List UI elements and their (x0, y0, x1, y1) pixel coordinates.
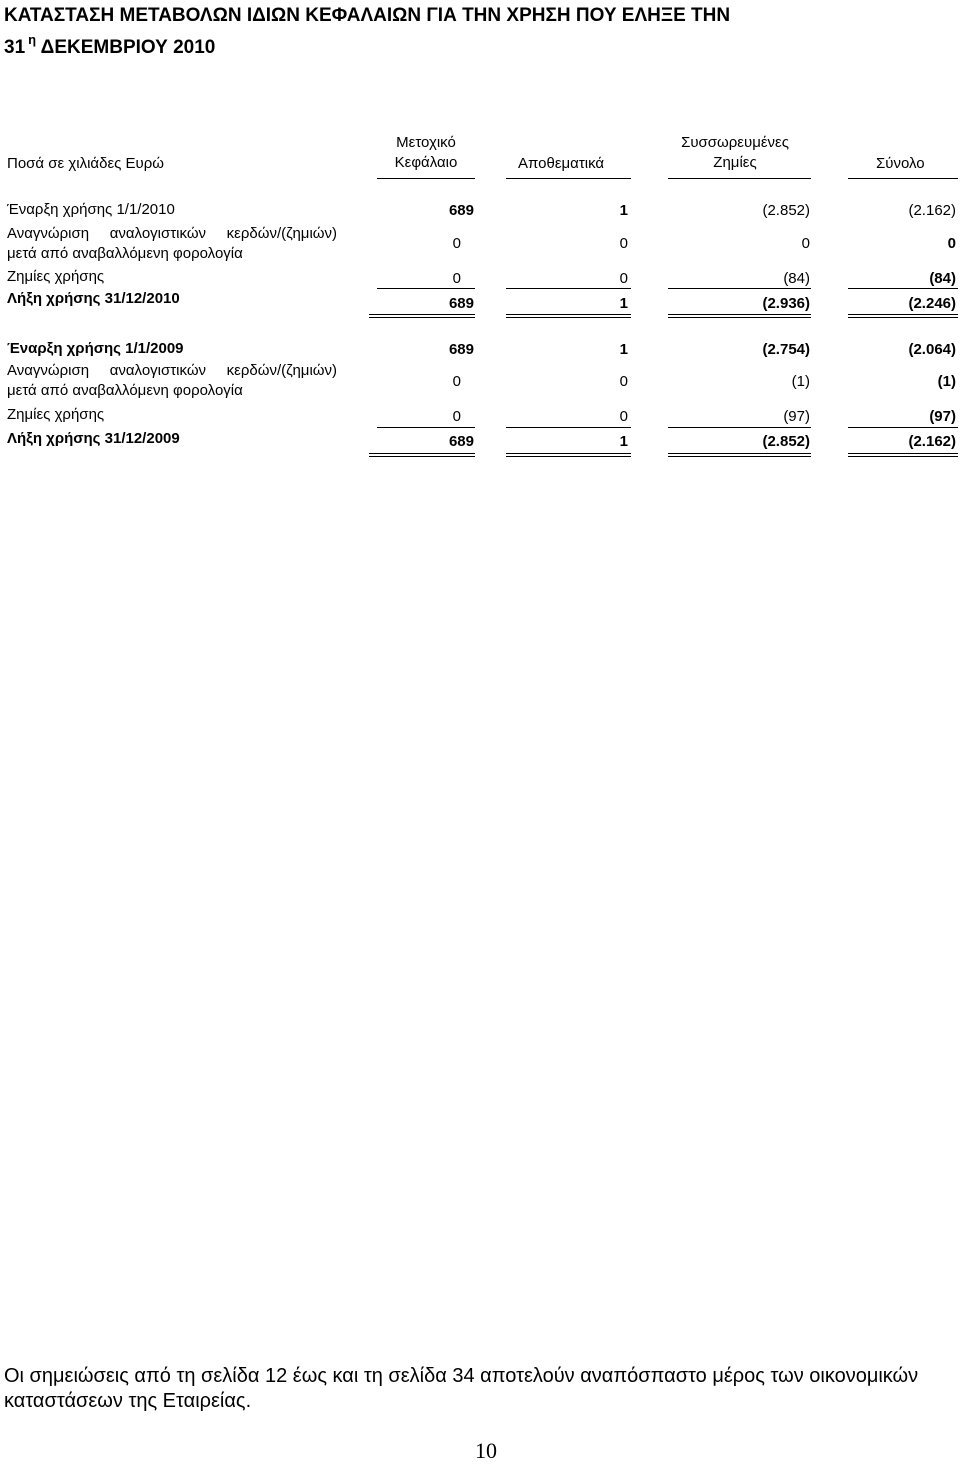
cell-capital: 0 (452, 235, 461, 252)
cell-losses: (84) (783, 270, 810, 287)
header-share-capital (385, 133, 467, 173)
cell-total: (2.246) (908, 295, 956, 312)
cell-capital: 689 (448, 341, 474, 358)
total-double-rule (506, 453, 631, 457)
header-losses-line1: Συσσωρευμένες (681, 134, 789, 151)
subtotal-rule (668, 427, 811, 428)
header-losses-line2: Ζημίες (713, 154, 757, 171)
title-line-2 (4, 28, 959, 60)
total-double-rule (848, 314, 958, 318)
header-rule-capital (377, 178, 475, 179)
row-label-line1: Αναγνώριση αναλογιστικών κερδών/(ζημιών) (7, 225, 337, 242)
cell-reserves: 0 (619, 235, 628, 252)
cell-capital: 0 (452, 408, 461, 425)
subtotal-rule (506, 288, 631, 289)
cell-reserves: 0 (619, 373, 628, 390)
header-rule-losses (668, 178, 811, 179)
cell-losses: (2.936) (762, 295, 810, 312)
row-label: Έναρξη χρήσης 1/1/2010 (7, 201, 175, 218)
cell-capital: 689 (448, 433, 474, 450)
row-label: Ζημίες χρήσης (7, 268, 105, 285)
header-rule-reserves (506, 178, 631, 179)
cell-total: 0 (947, 235, 956, 252)
cell-total: (1) (937, 373, 956, 390)
subtotal-rule (377, 427, 475, 428)
cell-capital: 0 (452, 373, 461, 390)
title-line-1: ΚΑΤΑΣΤΑΣΗ ΜΕΤΑΒΟΛΩΝ ΙΔΙΩΝ ΚΕΦΑΛΑΙΩΝ ΓΙΑ ΤΗΝ ΧΡΗΣΗ ΠΟΥ ΕΛΗΞΕ ΤΗΝ (4, 5, 731, 26)
cell-losses: (2.852) (762, 202, 810, 219)
cell-reserves: 1 (619, 202, 628, 219)
subtotal-rule (848, 288, 958, 289)
row-label: Λήξη χρήσης 31/12/2010 (7, 290, 180, 307)
cell-reserves: 0 (619, 408, 628, 425)
subtotal-rule (506, 427, 631, 428)
subtotal-rule (377, 288, 475, 289)
row-label-line2: μετά από αναβαλλόμενη φορολογία (7, 245, 243, 262)
cell-reserves: 1 (619, 295, 628, 312)
cell-losses: (97) (783, 408, 810, 425)
row-label (7, 224, 337, 264)
cell-capital: 0 (452, 270, 461, 287)
cell-losses: (2.754) (762, 341, 810, 358)
total-double-rule (506, 314, 631, 318)
cell-total: (84) (929, 270, 956, 287)
total-double-rule (668, 453, 811, 457)
header-losses (665, 133, 805, 173)
amounts-label: Ποσά σε χιλιάδες Ευρώ (7, 155, 164, 172)
header-share-capital-line2: Κεφάλαιο (394, 154, 458, 171)
cell-losses: (1) (791, 373, 810, 390)
cell-capital: 689 (448, 295, 474, 312)
row-label-line1: Αναγνώριση αναλογιστικών κερδών/(ζημιών) (7, 362, 337, 379)
header-share-capital-line1: Μετοχικό (396, 134, 456, 151)
page-number: 10 (475, 1438, 497, 1463)
cell-losses: (2.852) (762, 433, 810, 450)
notes-footer: Οι σημειώσεις από τη σελίδα 12 έως και τη σελίδα 34 αποτελούν αναπόσπαστο μέρος των οικονομικών καταστάσεων της Εταιρείας. (4, 1365, 919, 1412)
title-ordinal: η (28, 32, 37, 47)
cell-losses: 0 (801, 235, 810, 252)
cell-reserves: 0 (619, 270, 628, 287)
cell-total: (2.162) (908, 202, 956, 219)
subtotal-rule (668, 288, 811, 289)
total-double-rule (369, 453, 475, 457)
title-day: 31 (4, 37, 26, 58)
row-label: Έναρξη χρήσης 1/1/2009 (7, 340, 184, 357)
header-rule-total (848, 178, 958, 179)
total-double-rule (369, 314, 475, 318)
page-title (4, 4, 959, 60)
row-label (7, 361, 337, 401)
total-double-rule (848, 453, 958, 457)
header-reserves: Αποθεματικά (518, 155, 605, 172)
title-month-year: ΔΕΚΕΜΒΡΙΟΥ 2010 (40, 37, 216, 58)
cell-reserves: 1 (619, 433, 628, 450)
subtotal-rule (848, 427, 958, 428)
row-label: Ζημίες χρήσης (7, 406, 105, 423)
header-total: Σύνολο (876, 155, 925, 172)
row-label-line2: μετά από αναβαλλόμενη φορολογία (7, 382, 243, 399)
cell-reserves: 1 (619, 341, 628, 358)
cell-total: (97) (929, 408, 956, 425)
total-double-rule (668, 314, 811, 318)
row-label: Λήξη χρήσης 31/12/2009 (7, 430, 180, 447)
cell-total: (2.064) (908, 341, 956, 358)
cell-total: (2.162) (908, 433, 956, 450)
cell-capital: 689 (448, 202, 474, 219)
